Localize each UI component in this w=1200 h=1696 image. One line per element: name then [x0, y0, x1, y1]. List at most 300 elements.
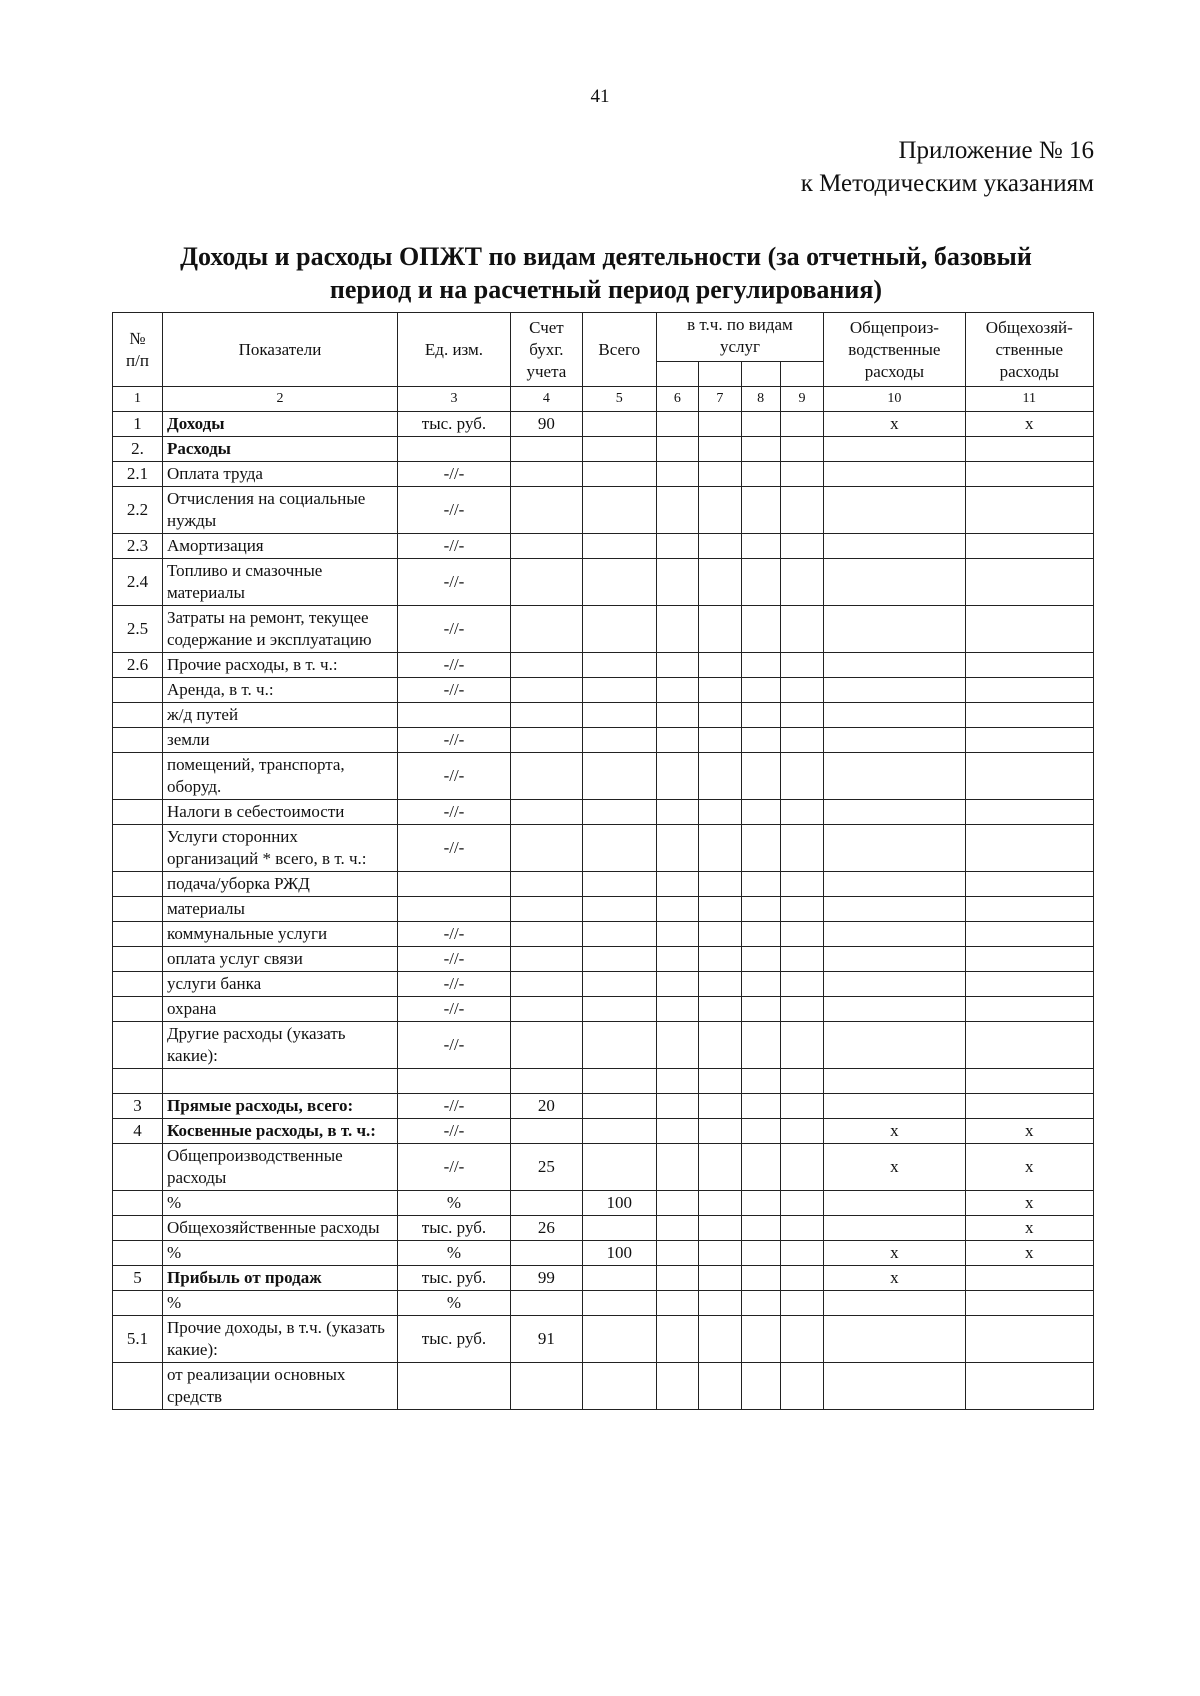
row-service-8: [741, 678, 780, 703]
row-general-business: x: [965, 1119, 1093, 1144]
table-row: [113, 1119, 1094, 1144]
row-service-7: [699, 703, 741, 728]
header-services: [656, 313, 823, 362]
row-service-8: [741, 559, 780, 606]
row-general-production: [824, 825, 965, 872]
row-service-7: [699, 534, 741, 559]
document-title: [110, 240, 1102, 306]
row-indicator: коммунальные услуги: [163, 922, 398, 947]
row-general-business: [965, 1266, 1093, 1291]
row-service-7: [699, 753, 741, 800]
row-indicator: Налоги в себестоимости: [163, 800, 398, 825]
row-service-6: [656, 653, 698, 678]
row-unit: -//-: [397, 800, 510, 825]
row-general-production: [824, 462, 965, 487]
row-service-7: [699, 1191, 741, 1216]
row-service-8: [741, 972, 780, 997]
header-gen-bus-line-1: Общехозяй-: [985, 317, 1073, 337]
row-number: 5.1: [113, 1316, 163, 1363]
row-number: [113, 1216, 163, 1241]
row-total: [582, 825, 656, 872]
row-service-9: [780, 703, 824, 728]
row-unit: -//-: [397, 1022, 510, 1069]
row-general-production: [824, 1316, 965, 1363]
row-service-9: [780, 606, 824, 653]
row-service-8: [741, 800, 780, 825]
row-total: [582, 997, 656, 1022]
table-row: [113, 972, 1094, 997]
row-unit: -//-: [397, 1094, 510, 1119]
row-service-9: [780, 947, 824, 972]
column-number: 11: [965, 387, 1093, 412]
row-general-production: [824, 703, 965, 728]
row-general-business: [965, 1069, 1093, 1094]
row-indicator: подача/уборка РЖД: [163, 872, 398, 897]
row-service-6: [656, 897, 698, 922]
row-account: [511, 1119, 583, 1144]
row-service-9: [780, 1216, 824, 1241]
row-general-production: [824, 800, 965, 825]
row-indicator: от реализации основных средств: [163, 1363, 398, 1410]
header-num: [113, 313, 163, 387]
row-indicator: Косвенные расходы, в т. ч.:: [163, 1119, 398, 1144]
row-account: [511, 728, 583, 753]
row-service-7: [699, 972, 741, 997]
row-service-6: [656, 1266, 698, 1291]
row-service-9: [780, 1022, 824, 1069]
row-service-8: [741, 653, 780, 678]
row-service-9: [780, 437, 824, 462]
row-service-9: [780, 753, 824, 800]
header-gen-bus-line-2: ственные: [995, 339, 1064, 359]
row-service-6: [656, 1363, 698, 1410]
table-row: [113, 1144, 1094, 1191]
row-general-business: [965, 972, 1093, 997]
row-service-7: [699, 462, 741, 487]
row-total: [582, 559, 656, 606]
row-general-business: [965, 922, 1093, 947]
row-total: 100: [582, 1191, 656, 1216]
row-general-production: [824, 997, 965, 1022]
row-service-8: [741, 534, 780, 559]
table-row: [113, 1216, 1094, 1241]
row-number: [113, 1069, 163, 1094]
row-service-7: [699, 412, 741, 437]
row-general-production: [824, 1069, 965, 1094]
row-general-production: [824, 1094, 965, 1119]
header-account-line-3: учета: [526, 361, 567, 381]
row-service-9: [780, 1291, 824, 1316]
row-service-8: [741, 997, 780, 1022]
row-general-business: [965, 1291, 1093, 1316]
column-number-row: [113, 387, 1094, 412]
table-row: [113, 947, 1094, 972]
header-account-line-2: бухг.: [529, 339, 564, 359]
row-service-6: [656, 1291, 698, 1316]
row-service-7: [699, 997, 741, 1022]
row-account: [511, 653, 583, 678]
row-service-9: [780, 559, 824, 606]
table-row: [113, 800, 1094, 825]
table-row: [113, 1022, 1094, 1069]
row-service-8: [741, 897, 780, 922]
row-indicator: Другие расходы (указать какие):: [163, 1022, 398, 1069]
table-row: [113, 559, 1094, 606]
appendix-line-2: к Методическим указаниям: [800, 170, 1094, 197]
row-account: [511, 703, 583, 728]
row-general-business: [965, 800, 1093, 825]
row-service-8: [741, 1316, 780, 1363]
row-service-7: [699, 1119, 741, 1144]
row-total: [582, 728, 656, 753]
row-general-business: [965, 897, 1093, 922]
row-indicator: Топливо и смазочные материалы: [163, 559, 398, 606]
row-general-production: [824, 653, 965, 678]
row-general-production: [824, 1191, 965, 1216]
row-service-7: [699, 947, 741, 972]
row-general-business: [965, 487, 1093, 534]
row-total: [582, 872, 656, 897]
header-service-9: [780, 362, 824, 387]
header-gen-bus-line-3: расходы: [999, 361, 1059, 381]
row-number: 2.3: [113, 534, 163, 559]
row-indicator: [163, 1069, 398, 1094]
column-number: 3: [397, 387, 510, 412]
header-num-line-1: №: [129, 328, 146, 348]
row-general-production: [824, 947, 965, 972]
row-general-production: x: [824, 1144, 965, 1191]
row-service-6: [656, 678, 698, 703]
row-service-9: [780, 1094, 824, 1119]
page-number: 41: [590, 86, 610, 107]
row-account: [511, 678, 583, 703]
table-row: [113, 1363, 1094, 1410]
table-row: [113, 678, 1094, 703]
row-indicator: Отчисления на социальные нужды: [163, 487, 398, 534]
row-account: [511, 872, 583, 897]
row-account: [511, 825, 583, 872]
row-number: [113, 678, 163, 703]
row-indicator: Прямые расходы, всего:: [163, 1094, 398, 1119]
row-service-6: [656, 703, 698, 728]
row-indicator: ж/д путей: [163, 703, 398, 728]
row-service-7: [699, 1316, 741, 1363]
row-total: [582, 1094, 656, 1119]
column-number: 1: [113, 387, 163, 412]
table-row: [113, 753, 1094, 800]
row-unit: -//-: [397, 653, 510, 678]
row-indicator: помещений, транспорта, оборуд.: [163, 753, 398, 800]
row-account: [511, 462, 583, 487]
row-total: [582, 703, 656, 728]
row-service-6: [656, 1316, 698, 1363]
row-service-9: [780, 462, 824, 487]
row-general-business: [965, 653, 1093, 678]
row-general-production: [824, 1022, 965, 1069]
row-indicator: Доходы: [163, 412, 398, 437]
row-general-business: [965, 825, 1093, 872]
row-number: 2.1: [113, 462, 163, 487]
row-account: 91: [511, 1316, 583, 1363]
row-general-business: [965, 437, 1093, 462]
row-number: [113, 753, 163, 800]
header-account: [511, 313, 583, 387]
row-service-9: [780, 897, 824, 922]
table-row: [113, 922, 1094, 947]
row-service-9: [780, 922, 824, 947]
row-service-7: [699, 653, 741, 678]
row-general-production: [824, 897, 965, 922]
row-general-business: [965, 1316, 1093, 1363]
row-general-business: x: [965, 1216, 1093, 1241]
table-row: [113, 703, 1094, 728]
row-service-7: [699, 800, 741, 825]
row-service-6: [656, 534, 698, 559]
row-service-8: [741, 1266, 780, 1291]
row-service-7: [699, 1216, 741, 1241]
row-unit: -//-: [397, 678, 510, 703]
row-total: [582, 800, 656, 825]
table-row: [113, 653, 1094, 678]
row-unit: [397, 897, 510, 922]
header-general-business: [965, 313, 1093, 387]
row-indicator: Прочие доходы, в т.ч. (указать какие):: [163, 1316, 398, 1363]
row-number: [113, 1022, 163, 1069]
header-services-line-1: в т.ч. по видам: [687, 315, 793, 334]
row-service-6: [656, 728, 698, 753]
row-indicator: Расходы: [163, 437, 398, 462]
row-service-9: [780, 872, 824, 897]
row-indicator: Оплата труда: [163, 462, 398, 487]
appendix-note: [801, 134, 1094, 200]
row-service-7: [699, 606, 741, 653]
row-service-6: [656, 437, 698, 462]
row-indicator: оплата услуг связи: [163, 947, 398, 972]
row-number: [113, 1191, 163, 1216]
row-service-8: [741, 1216, 780, 1241]
table-row: [113, 897, 1094, 922]
document-title-line-1: Доходы и расходы ОПЖТ по видам деятельности (за отчетный, базовый: [180, 242, 1032, 271]
row-total: [582, 437, 656, 462]
row-service-9: [780, 1363, 824, 1410]
row-general-business: [965, 872, 1093, 897]
row-service-7: [699, 437, 741, 462]
row-service-7: [699, 897, 741, 922]
row-service-7: [699, 1291, 741, 1316]
row-service-7: [699, 922, 741, 947]
row-total: [582, 606, 656, 653]
row-total: [582, 1022, 656, 1069]
row-service-8: [741, 487, 780, 534]
row-unit: -//-: [397, 922, 510, 947]
row-service-7: [699, 1144, 741, 1191]
row-indicator: Услуги сторонних организаций * всего, в т. ч.:: [163, 825, 398, 872]
table-row: [113, 1241, 1094, 1266]
row-general-production: [824, 559, 965, 606]
table-row: [113, 1069, 1094, 1094]
row-total: [582, 1363, 656, 1410]
row-service-6: [656, 922, 698, 947]
row-account: [511, 1069, 583, 1094]
row-general-production: [824, 1291, 965, 1316]
header-gen-prod-line-3: расходы: [864, 361, 925, 381]
row-service-7: [699, 1069, 741, 1094]
row-total: [582, 1069, 656, 1094]
row-number: 2.: [113, 437, 163, 462]
row-total: [582, 972, 656, 997]
row-indicator: Общепроизводственные расходы: [163, 1144, 398, 1191]
row-general-production: [824, 922, 965, 947]
table-row: [113, 728, 1094, 753]
row-general-business: [965, 606, 1093, 653]
row-service-8: [741, 872, 780, 897]
table-row: [113, 1316, 1094, 1363]
row-total: [582, 922, 656, 947]
row-total: [582, 947, 656, 972]
row-service-6: [656, 947, 698, 972]
row-unit: -//-: [397, 753, 510, 800]
row-general-production: x: [824, 1241, 965, 1266]
row-general-business: x: [965, 1144, 1093, 1191]
row-service-9: [780, 1191, 824, 1216]
row-general-production: [824, 678, 965, 703]
row-general-production: [824, 753, 965, 800]
row-unit: -//-: [397, 728, 510, 753]
row-general-production: [824, 972, 965, 997]
row-unit: -//-: [397, 1119, 510, 1144]
row-account: 99: [511, 1266, 583, 1291]
column-number: 4: [511, 387, 583, 412]
row-service-6: [656, 825, 698, 872]
row-total: 100: [582, 1241, 656, 1266]
row-service-8: [741, 1191, 780, 1216]
row-service-7: [699, 1094, 741, 1119]
row-total: [582, 1216, 656, 1241]
header-unit: Ед. изм.: [397, 313, 510, 387]
row-general-production: x: [824, 1119, 965, 1144]
header-row: [113, 313, 1094, 362]
row-unit: -//-: [397, 462, 510, 487]
row-indicator: материалы: [163, 897, 398, 922]
row-service-9: [780, 1119, 824, 1144]
header-account-line-1: Счет: [529, 317, 564, 337]
row-unit: тыс. руб.: [397, 1266, 510, 1291]
row-number: [113, 1363, 163, 1410]
row-account: [511, 947, 583, 972]
row-service-8: [741, 1022, 780, 1069]
row-service-8: [741, 703, 780, 728]
row-service-8: [741, 1144, 780, 1191]
row-service-8: [741, 1094, 780, 1119]
row-number: [113, 897, 163, 922]
row-total: [582, 1291, 656, 1316]
row-general-production: [824, 1216, 965, 1241]
row-unit: -//-: [397, 825, 510, 872]
row-service-9: [780, 487, 824, 534]
row-general-production: x: [824, 412, 965, 437]
row-service-8: [741, 947, 780, 972]
row-general-business: [965, 728, 1093, 753]
row-service-6: [656, 872, 698, 897]
row-number: [113, 1241, 163, 1266]
row-indicator: %: [163, 1191, 398, 1216]
row-service-9: [780, 678, 824, 703]
row-service-9: [780, 997, 824, 1022]
row-indicator: Затраты на ремонт, текущее содержание и эксплуатацию: [163, 606, 398, 653]
row-service-8: [741, 606, 780, 653]
row-account: [511, 800, 583, 825]
row-service-6: [656, 753, 698, 800]
row-general-business: [965, 678, 1093, 703]
row-account: [511, 1241, 583, 1266]
row-general-business: x: [965, 1191, 1093, 1216]
row-total: [582, 412, 656, 437]
row-service-8: [741, 437, 780, 462]
row-number: 4: [113, 1119, 163, 1144]
row-number: 2.6: [113, 653, 163, 678]
column-number: 6: [656, 387, 698, 412]
row-service-6: [656, 412, 698, 437]
row-number: 2.4: [113, 559, 163, 606]
row-service-6: [656, 1241, 698, 1266]
header-general-production: [824, 313, 965, 387]
row-service-7: [699, 678, 741, 703]
row-general-business: [965, 703, 1093, 728]
row-number: [113, 1144, 163, 1191]
row-service-9: [780, 972, 824, 997]
row-general-production: [824, 534, 965, 559]
header-service-7: [699, 362, 741, 387]
row-service-7: [699, 872, 741, 897]
row-service-6: [656, 1094, 698, 1119]
row-service-7: [699, 728, 741, 753]
row-service-8: [741, 1069, 780, 1094]
row-general-business: [965, 559, 1093, 606]
row-service-6: [656, 1191, 698, 1216]
row-general-production: [824, 606, 965, 653]
row-general-business: [965, 997, 1093, 1022]
row-account: [511, 753, 583, 800]
row-account: 90: [511, 412, 583, 437]
table-row: [113, 1266, 1094, 1291]
row-total: [582, 487, 656, 534]
row-service-6: [656, 487, 698, 534]
row-unit: тыс. руб.: [397, 1216, 510, 1241]
row-indicator: %: [163, 1291, 398, 1316]
row-unit: -//-: [397, 487, 510, 534]
row-number: [113, 825, 163, 872]
row-service-8: [741, 462, 780, 487]
header-num-line-2: п/п: [126, 350, 149, 370]
row-service-9: [780, 412, 824, 437]
income-expense-table: [112, 312, 1094, 1410]
table-row: [113, 462, 1094, 487]
table-row: [113, 412, 1094, 437]
row-total: [582, 1144, 656, 1191]
header-total: Всего: [582, 313, 656, 387]
row-account: [511, 606, 583, 653]
row-general-production: [824, 437, 965, 462]
row-unit: тыс. руб.: [397, 1316, 510, 1363]
row-service-7: [699, 1266, 741, 1291]
row-service-6: [656, 800, 698, 825]
row-total: [582, 653, 656, 678]
row-indicator: услуги банка: [163, 972, 398, 997]
row-account: 25: [511, 1144, 583, 1191]
row-general-production: [824, 1363, 965, 1410]
row-service-6: [656, 1216, 698, 1241]
row-service-6: [656, 997, 698, 1022]
